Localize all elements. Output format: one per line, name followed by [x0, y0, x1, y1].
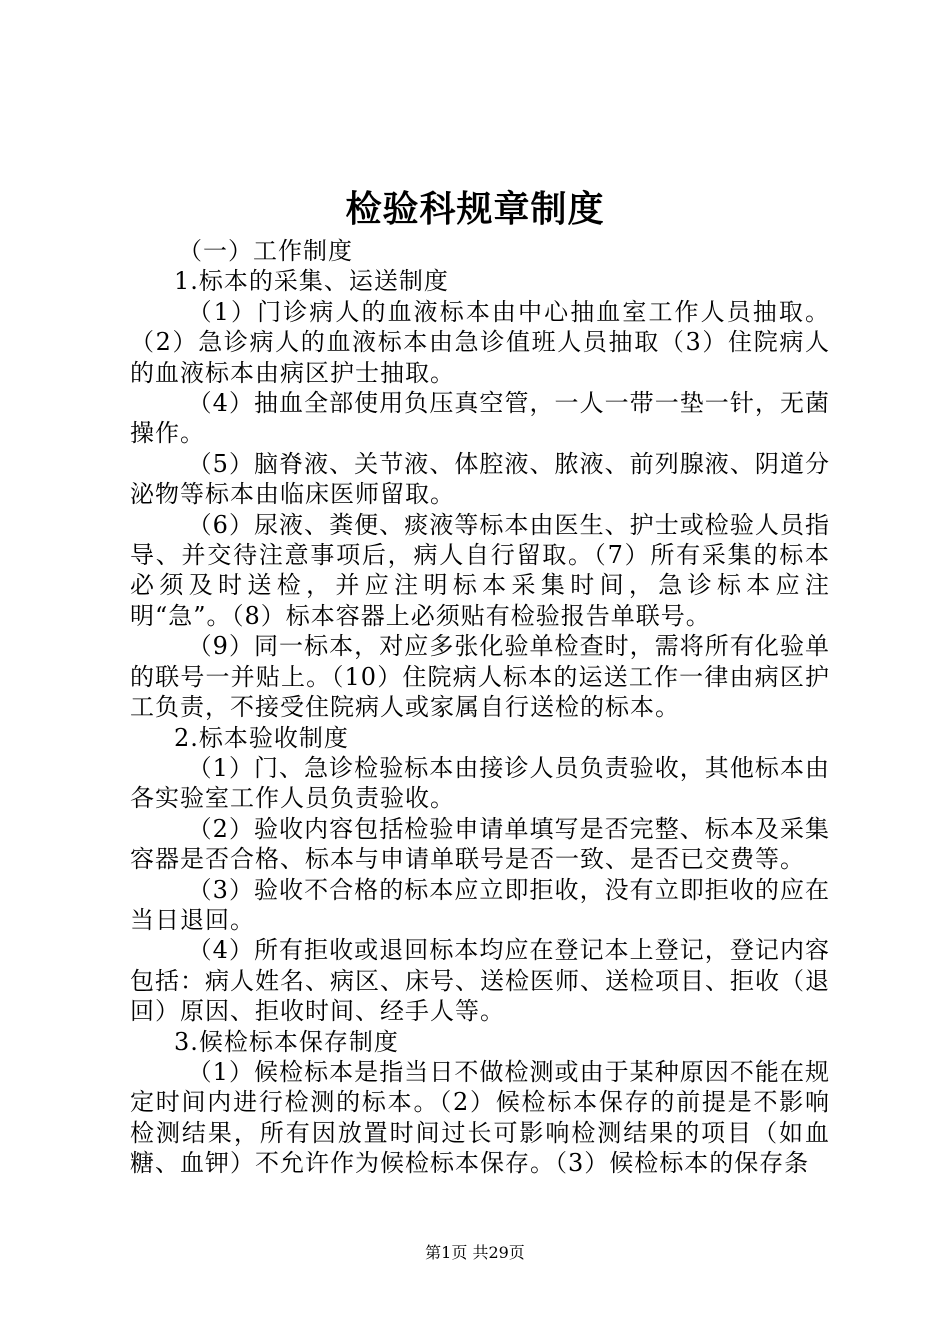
subsection-heading-1: 1.标本的采集、运送制度: [174, 267, 449, 296]
paragraph: （4）所有拒收或退回标本均应在登记本上登记，登记内容包括：病人姓名、病区、床号、送检医师、送检项目、拒收（退回）原因、拒收时间、经手人等。: [130, 936, 830, 1026]
document-body: [130, 236, 830, 1179]
paragraph: （9）同一标本，对应多张化验单检查时，需将所有化验单的联号一并贴上。（10）住院病人标本的运送工作一律由病区护工负责，不接受住院病人或家属自行送检的标本。: [130, 632, 830, 722]
paragraph: （6）尿液、粪便、痰液等标本由医生、护士或检验人员指导、并交待注意事项后，病人自行留取。（7）所有采集的标本必须及时送检，并应注明标本采集时间，急诊标本应注明“急”。（8）标本容器上必须贴有检验报告单联号。: [130, 510, 830, 630]
paragraph: （1）门、急诊检验标本由接诊人员负责验收，其他标本由各实验室工作人员负责验收。: [130, 753, 830, 813]
paragraph: （3）验收不合格的标本应立即拒收，没有立即拒收的应在当日退回。: [130, 875, 830, 934]
paragraph: （4）抽血全部使用负压真空管，一人一带一垫一针，无菌操作。: [130, 389, 830, 448]
page-number: 第1页 共29页: [425, 1243, 525, 1262]
subsection-heading-3: 3.候检标本保存制度: [174, 1027, 399, 1056]
paragraph: （1）门诊病人的血液标本由中心抽血室工作人员抽取。（2）急诊病人的血液标本由急诊值班人员抽取（3）住院病人的血液标本由病区护士抽取。: [130, 297, 830, 387]
paragraph: （2）验收内容包括检验申请单填写是否完整、标本及采集容器是否合格、标本与申请单联号是否一致、是否已交费等。: [130, 814, 830, 874]
subsection-heading-2: 2.标本验收制度: [174, 723, 349, 752]
document-title: 检验科规章制度: [345, 188, 605, 230]
section-heading: （一）工作制度: [178, 237, 353, 265]
paragraph: （1）候检标本是指当日不做检测或由于某种原因不能在规定时间内进行检测的标本。（2）候检标本保存的前提是不影响检测结果，所有因放置时间过长可影响检测结果的项目（如血糖、血钾）不允许作为候检标本保存。（3）候检标本的保存条: [130, 1057, 830, 1178]
paragraph: （5）脑脊液、关节液、体腔液、脓液、前列腺液、阴道分泌物等标本由临床医师留取。: [130, 449, 830, 509]
